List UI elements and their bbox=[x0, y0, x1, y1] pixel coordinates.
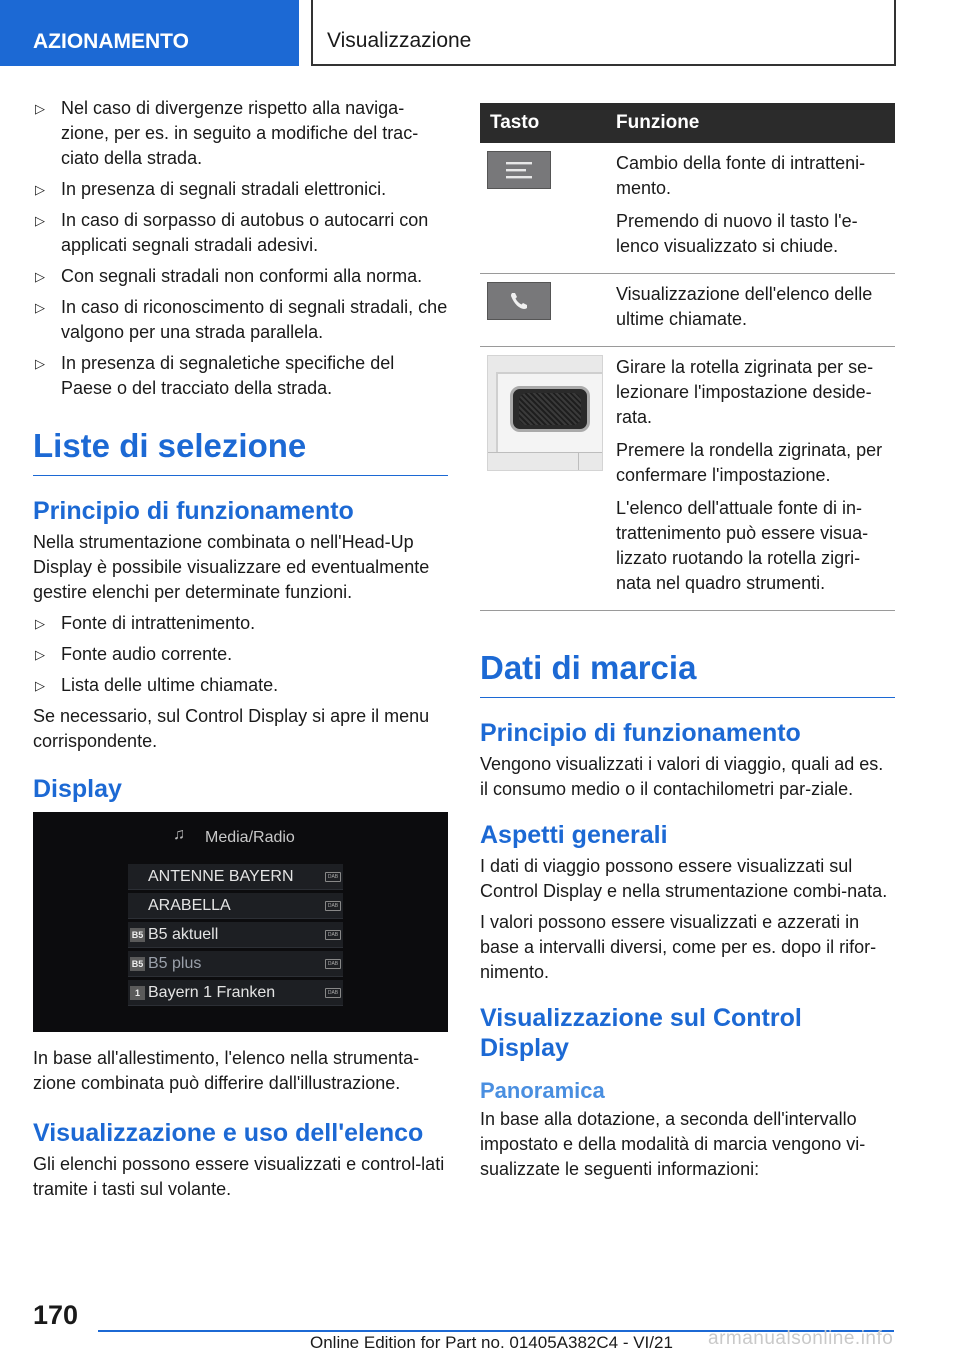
triangle-bullet-icon: ▷ bbox=[35, 678, 45, 693]
chapter-tab: Visualizzazione bbox=[311, 0, 896, 66]
heading-driving-data: Dati di marcia bbox=[480, 649, 895, 698]
triangle-bullet-icon: ▷ bbox=[35, 300, 45, 315]
heading-list-usage: Visualizzazione e uso dell'elenco bbox=[33, 1119, 424, 1147]
list-item: ▷ In presenza di segnali stradali elettronici. bbox=[33, 177, 448, 202]
table-row: Girare la rotella zigrinata per se-lezionare l'impostazione deside-rata. Premere la rondella zigrinata, per confermare l'impostazione. L'elenco dell'attuale fonte di in-trattenimento può essere visua-lizzato ruotando la rotella zigri-nata nel quadro strumenti. bbox=[480, 347, 895, 611]
list-item: ▷ Lista delle ultime chiamate. bbox=[33, 673, 448, 698]
heading-principle-2: Principio di funzionamento bbox=[480, 719, 801, 747]
right-column bbox=[480, 103, 895, 1188]
heading-general: Aspetti generali bbox=[480, 821, 668, 849]
general-text-2: I valori possono essere visualizzati e azzerati in base a intervalli diversi, come per es. dopo il rifor-nimento. bbox=[480, 912, 877, 982]
heading-display: Display bbox=[33, 775, 122, 803]
usage-text: Gli elenchi possono essere visualizzati e control-lati tramite i tasti sul volante. bbox=[33, 1154, 445, 1199]
watermark: armanualsonline.info bbox=[708, 1328, 894, 1349]
dab-icon: DAB bbox=[325, 872, 341, 882]
section-tab: AZIONAMENTO bbox=[0, 0, 299, 66]
heading-selection-lists: Liste di selezione bbox=[33, 427, 448, 476]
column-header-function: Funzione bbox=[608, 103, 895, 143]
list-item: ▷ In presenza di segnaletiche specifiche del Paese o del tracciato della strada. bbox=[35, 353, 395, 398]
media-icon: ♫ bbox=[173, 826, 185, 843]
list-item: ▷ In caso di riconoscimento di segnali stradali, che valgono per una strada parallela. bbox=[35, 297, 448, 342]
heading-principle: Principio di funzionamento bbox=[33, 497, 354, 525]
table-header-row bbox=[480, 103, 895, 143]
list-item: ▷ Fonte audio corrente. bbox=[33, 642, 448, 667]
key-function-table bbox=[480, 103, 895, 611]
list-item: ▷ In caso di sorpasso di autobus o autocarri con applicati segnali stradali adesivi. bbox=[35, 210, 429, 255]
station-logo-icon: B5 bbox=[131, 959, 144, 969]
display-caption: In base all'allestimento, l'elenco nella strumenta-zione combinata può differire dall'illustrazione. bbox=[33, 1048, 420, 1093]
overview-text: In base alla dotazione, a seconda dell'intervallo impostato e della modalità di marcia vengono vi-sualizzate le seguenti informazioni: bbox=[480, 1109, 866, 1179]
station-logo-icon: 1 bbox=[130, 986, 145, 1000]
list-item: ▷ Con segnali stradali non conformi alla norma. bbox=[33, 264, 448, 289]
heading-overview: Panoramica bbox=[480, 1078, 605, 1103]
display-row: 1 Bayern 1 Franken DAB bbox=[128, 980, 343, 1006]
heading-control-display: Visualizzazione sul Control Display bbox=[480, 1004, 802, 1062]
triangle-bullet-icon: ▷ bbox=[35, 182, 45, 197]
triangle-bullet-icon: ▷ bbox=[35, 213, 45, 228]
triangle-bullet-icon: ▷ bbox=[35, 101, 45, 116]
display-illustration bbox=[33, 812, 448, 1032]
left-column bbox=[33, 96, 448, 1208]
cases-list bbox=[33, 96, 448, 401]
list-types bbox=[33, 611, 448, 698]
principle-text: Nella strumentazione combinata o nell'Head-Up Display è possibile visualizzare ed eventualmente gestire elenchi per determinate funzioni. bbox=[33, 532, 430, 602]
triangle-bullet-icon: ▷ bbox=[35, 356, 45, 371]
display-row: B5 B5 aktuell DAB bbox=[128, 922, 343, 948]
dab-icon: DAB bbox=[325, 930, 341, 940]
dab-icon: DAB bbox=[325, 988, 341, 998]
column-header-key: Tasto bbox=[480, 103, 608, 143]
edition-text: Online Edition for Part no. 01405A382C4 - VI/21 bbox=[310, 1333, 673, 1352]
display-row: B5 B5 plus DAB bbox=[128, 951, 343, 977]
knurled-wheel-photo bbox=[487, 355, 603, 471]
list-item: ▷ Nel caso di divergenze rispetto alla naviga-zione, per es. in seguito a modifiche del trac-ciato della strada. bbox=[35, 98, 419, 168]
page-header bbox=[0, 0, 960, 66]
station-logo-icon: B5 bbox=[131, 930, 144, 940]
display-title: Media/Radio bbox=[205, 829, 295, 846]
triangle-bullet-icon: ▷ bbox=[35, 647, 45, 662]
page-number: 170 bbox=[33, 1300, 79, 1330]
menu-text: Se necessario, sul Control Display si apre il menu corrispondente. bbox=[33, 706, 430, 751]
display-row: ARABELLA DAB bbox=[128, 893, 343, 919]
dab-icon: DAB bbox=[325, 901, 341, 911]
driving-principle-text: Vengono visualizzati i valori di viaggio, quali ad es. il consumo medio o il contachilometri par-ziale. bbox=[480, 754, 884, 799]
phone-icon bbox=[487, 282, 551, 320]
list-item: ▷ Fonte di intrattenimento. bbox=[33, 611, 448, 636]
triangle-bullet-icon: ▷ bbox=[35, 616, 45, 631]
display-row: ANTENNE BAYERN DAB bbox=[128, 864, 343, 890]
table-row: Visualizzazione dell'elenco delle ultime chiamate. bbox=[480, 274, 895, 347]
dab-icon: DAB bbox=[325, 959, 341, 969]
list-icon bbox=[487, 151, 551, 189]
triangle-bullet-icon: ▷ bbox=[35, 269, 45, 284]
table-row: Cambio della fonte di intratteni-mento. Premendo di nuovo il tasto l'e-lenco visualizzato si chiude. bbox=[480, 143, 895, 274]
general-text-1: I dati di viaggio possono essere visualizzati sul Control Display e nella strumentazione combi-nata. bbox=[480, 856, 888, 901]
